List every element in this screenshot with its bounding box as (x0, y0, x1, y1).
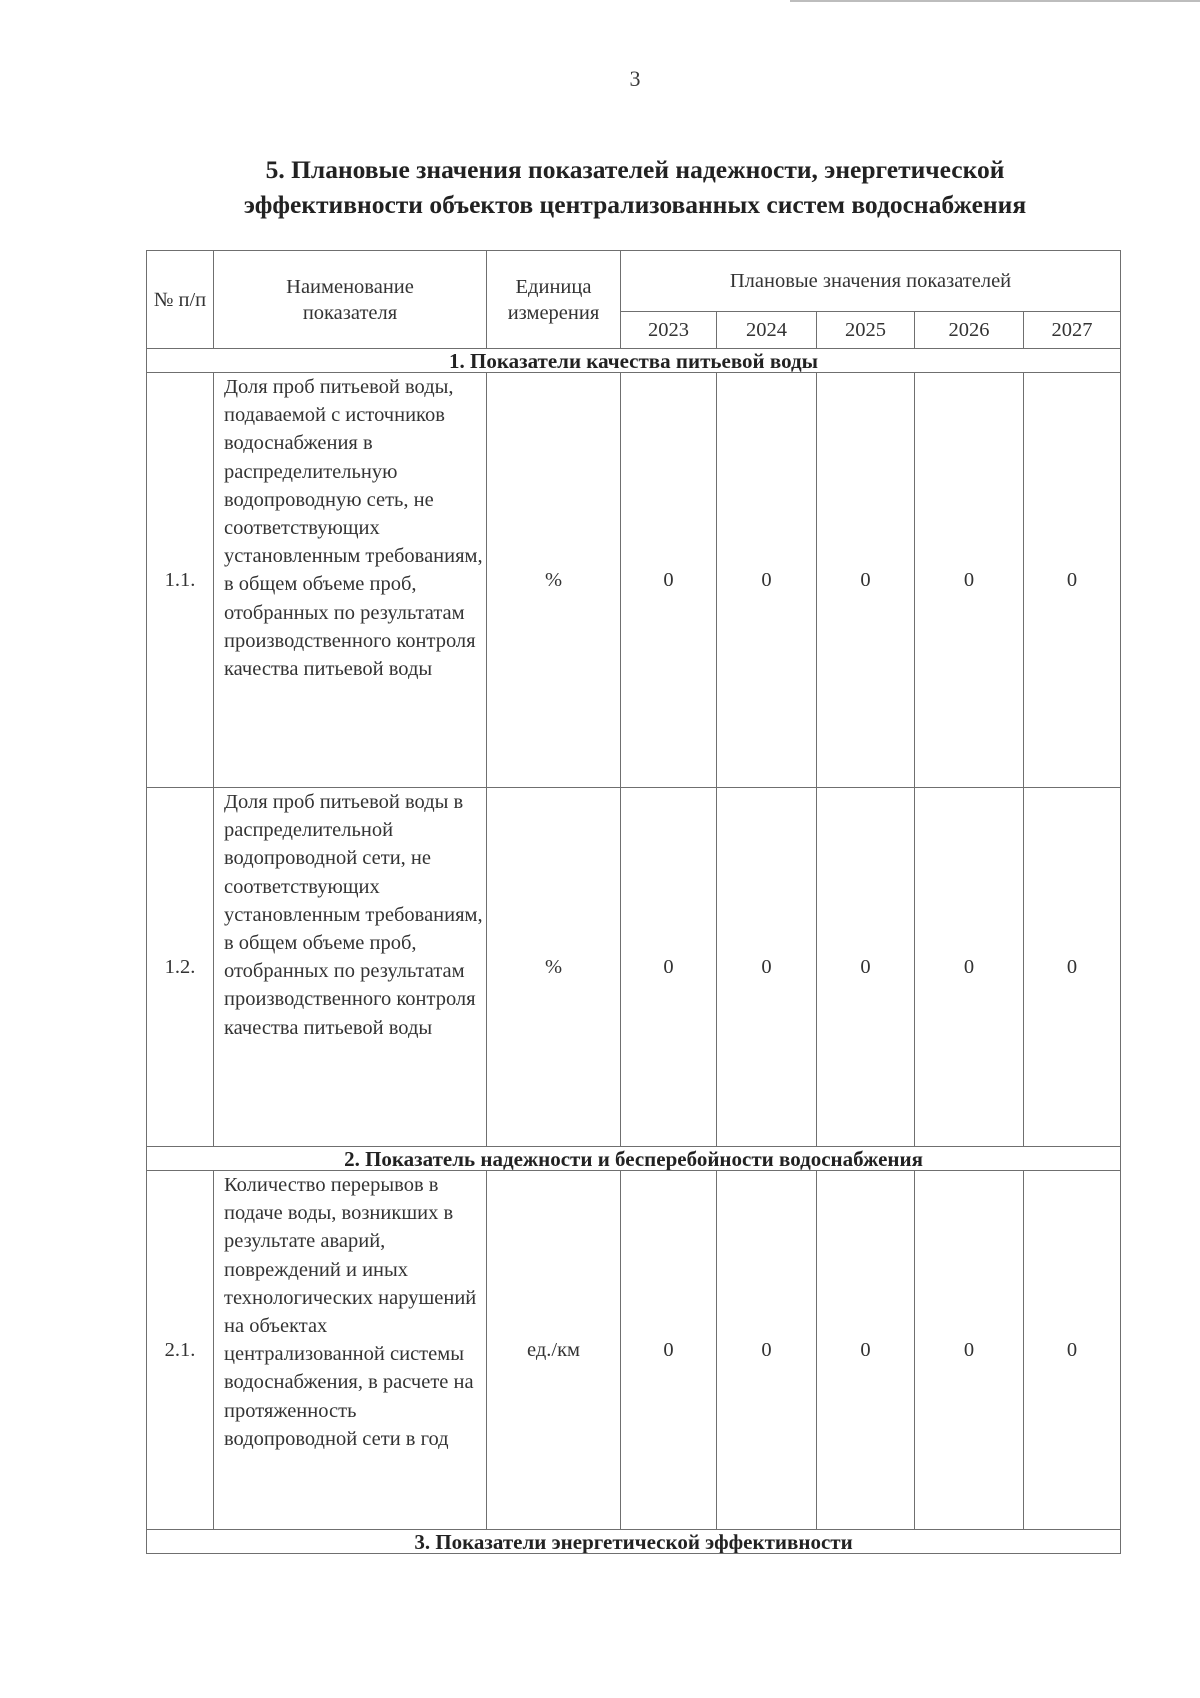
value-cell: 0 (915, 788, 1024, 1147)
header-year: 2026 (915, 312, 1024, 349)
indicator-name: Доля проб питьевой воды в распределительной водопроводной сети, не соответствующих установленным требованиям, в общем объеме проб, отобранных по результатам производственного контроля качества питьевой воды (214, 788, 487, 1147)
section-row (147, 1147, 1121, 1171)
value-cell: 0 (717, 373, 817, 788)
header-planned-values: Плановые значения показателей (621, 251, 1121, 312)
value-cell: 0 (621, 373, 717, 788)
header-year: 2027 (1024, 312, 1121, 349)
indicators-table (146, 250, 1121, 1554)
section-title: 3. Показатели энергетической эффективности (147, 1530, 1121, 1554)
page-number: 3 (629, 66, 641, 91)
header-row (147, 251, 1121, 312)
header-unit: Единица измерения (487, 251, 621, 349)
header-year: 2023 (621, 312, 717, 349)
section-row (147, 1530, 1121, 1554)
section-title: 2. Показатель надежности и бесперебойности водоснабжения (147, 1147, 1121, 1171)
header-num: № п/п (147, 251, 214, 349)
scan-edge-mark (790, 0, 1200, 2)
section-row (147, 349, 1121, 373)
header-name: Наименование показателя (214, 251, 487, 349)
value-cell: 0 (717, 1171, 817, 1530)
row-number: 2.1. (147, 1171, 214, 1530)
header-year: 2025 (817, 312, 915, 349)
title-line-2: эффективности объектов централизованных систем водоснабжения (243, 190, 1027, 219)
value-cell: 0 (817, 788, 915, 1147)
indicator-name: Доля проб питьевой воды, подаваемой с источников водоснабжения в распределительную водопроводную сеть, не соответствующих установленным требованиям, в общем объеме проб, отобранных по результатам производственного контроля качества питьевой воды (214, 373, 487, 788)
value-cell: 0 (1024, 788, 1121, 1147)
unit-cell: % (487, 788, 621, 1147)
unit-cell: % (487, 373, 621, 788)
value-cell: 0 (915, 1171, 1024, 1530)
value-cell: 0 (915, 373, 1024, 788)
value-cell: 0 (621, 788, 717, 1147)
unit-cell: ед./км (487, 1171, 621, 1530)
row-number: 1.1. (147, 373, 214, 788)
table-row (147, 373, 1121, 788)
row-number: 1.2. (147, 788, 214, 1147)
title-line-1: 5. Плановые значения показателей надежности, энергетической (265, 155, 1005, 184)
table-row (147, 1171, 1121, 1530)
indicator-name: Количество перерывов в подаче воды, возникших в результате аварий, повреждений и иных технологических нарушений на объектах централизованной системы водоснабжения, в расчете на протяженность водопроводной сети в год (214, 1171, 487, 1530)
section-title: 1. Показатели качества питьевой воды (147, 349, 1121, 373)
value-cell: 0 (621, 1171, 717, 1530)
value-cell: 0 (817, 1171, 915, 1530)
header-year: 2024 (717, 312, 817, 349)
value-cell: 0 (717, 788, 817, 1147)
value-cell: 0 (1024, 373, 1121, 788)
table-row (147, 788, 1121, 1147)
value-cell: 0 (817, 373, 915, 788)
value-cell: 0 (1024, 1171, 1121, 1530)
document-title (150, 152, 1120, 222)
